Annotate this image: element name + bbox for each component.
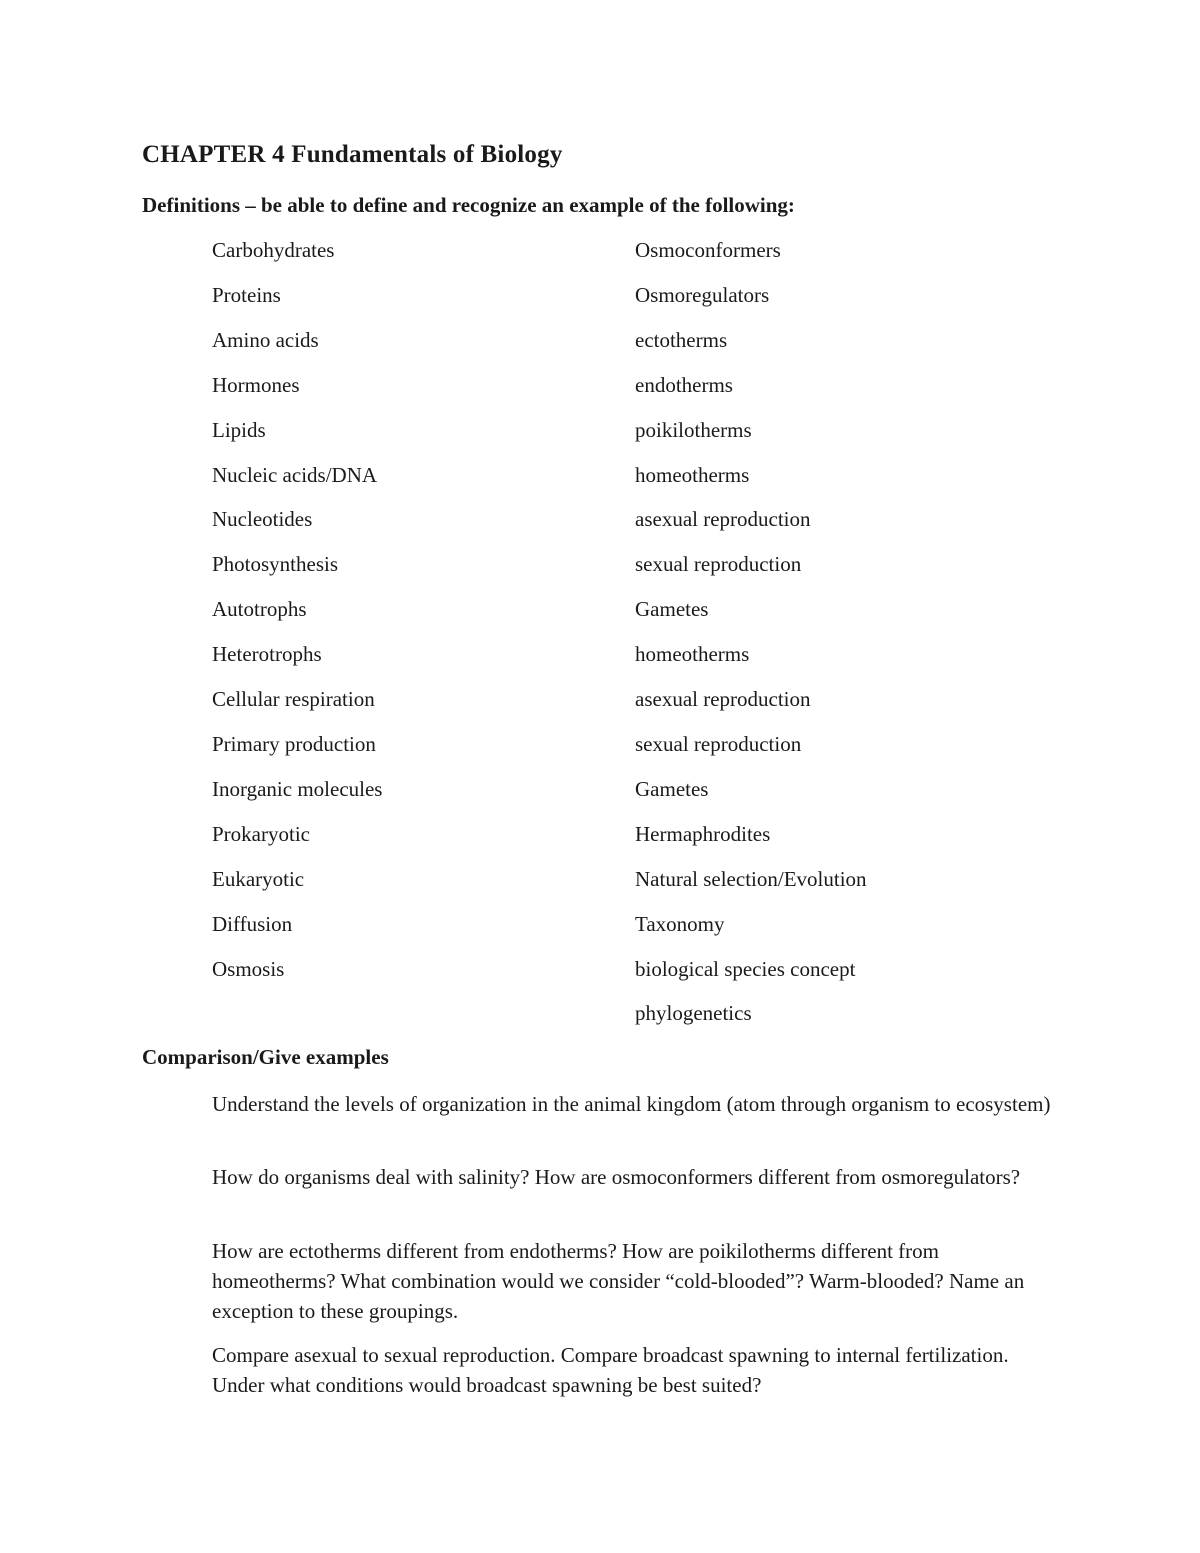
- comparison-item: How do organisms deal with salinity? How are osmoconformers different from osmoregulators?: [212, 1165, 1021, 1189]
- term-left: Osmosis: [212, 957, 285, 981]
- term-left: Proteins: [212, 283, 281, 307]
- term-right: asexual reproduction: [635, 687, 811, 711]
- term-right: Osmoregulators: [635, 283, 770, 307]
- term-left: Heterotrophs: [212, 642, 322, 666]
- term-left: Cellular respiration: [212, 687, 375, 711]
- term-right: sexual reproduction: [635, 732, 802, 756]
- comparison-item: How are ectotherms different from endotherms? How are poikilotherms different from homeotherms? What combination would we consider “cold-blooded”? Warm-blooded? Name an exception to these groupings.: [212, 1239, 1025, 1323]
- term-right: Gametes: [635, 777, 709, 801]
- term-left: Primary production: [212, 732, 376, 756]
- comparison-item: Understand the levels of organization in the animal kingdom (atom through organism to ecosystem): [212, 1092, 1051, 1116]
- term-left: Autotrophs: [212, 597, 307, 621]
- term-left: Hormones: [212, 373, 300, 397]
- term-right: poikilotherms: [635, 418, 752, 442]
- term-right: Gametes: [635, 597, 709, 621]
- term-left: Lipids: [212, 418, 266, 442]
- term-left: Prokaryotic: [212, 822, 310, 846]
- term-left: Carbohydrates: [212, 238, 335, 262]
- term-right: Osmoconformers: [635, 238, 781, 262]
- term-right: homeotherms: [635, 642, 750, 666]
- term-right: sexual reproduction: [635, 552, 802, 576]
- term-right: endotherms: [635, 373, 733, 397]
- term-left: Nucleotides: [212, 507, 313, 531]
- term-left: Photosynthesis: [212, 552, 339, 576]
- comparison-heading: Comparison/Give examples: [142, 1045, 389, 1069]
- page-title: CHAPTER 4 Fundamentals of Biology: [142, 141, 563, 168]
- term-left: Amino acids: [212, 328, 319, 352]
- definitions-heading: Definitions – be able to define and recognize an example of the following:: [142, 193, 795, 217]
- comparison-item: Compare asexual to sexual reproduction. Compare broadcast spawning to internal fertilization. Under what conditions would broadcast spawning be best suited?: [212, 1343, 1009, 1397]
- term-right: phylogenetics: [635, 1001, 752, 1025]
- term-right: asexual reproduction: [635, 507, 811, 531]
- term-right: ectotherms: [635, 328, 728, 352]
- term-left: Eukaryotic: [212, 867, 305, 891]
- term-right: Taxonomy: [635, 912, 725, 936]
- term-left: Inorganic molecules: [212, 777, 383, 801]
- term-left: Diffusion: [212, 912, 293, 936]
- term-right: biological species concept: [635, 957, 856, 981]
- term-left: Nucleic acids/DNA: [212, 463, 378, 487]
- term-right: homeotherms: [635, 463, 750, 487]
- term-right: Hermaphrodites: [635, 822, 771, 846]
- term-right: Natural selection/Evolution: [635, 867, 867, 891]
